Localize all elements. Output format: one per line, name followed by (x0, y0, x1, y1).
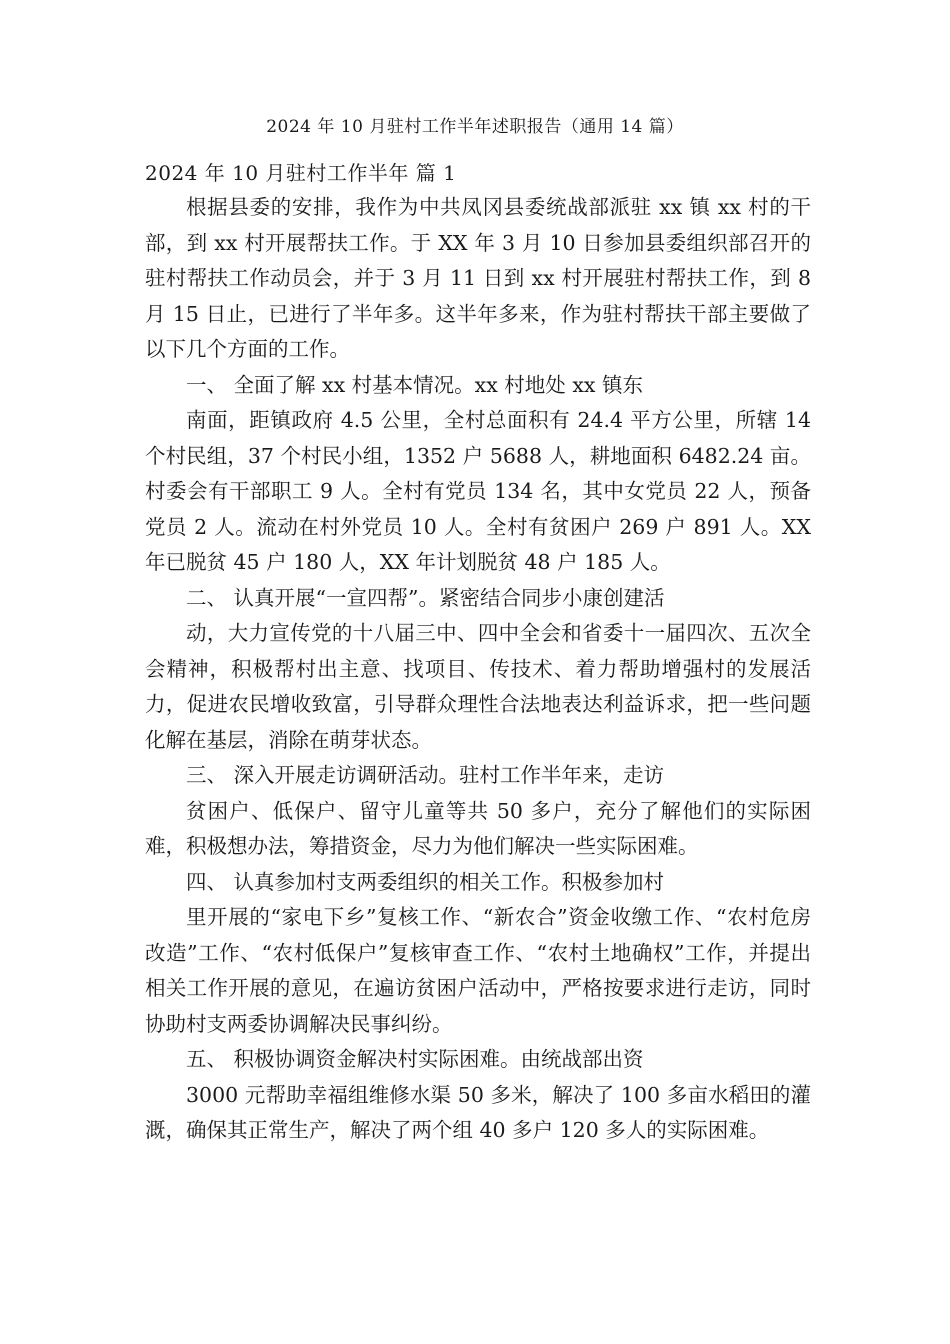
paragraph: 里开展的“家电下乡”复核工作、“新农合”资金收缴工作、“农村危房改造”工作、“农村低保户”复核审查工作、“农村土地确权”工作，并提出相关工作开展的意见，在遍访贫困户活动中，严格按要求进行走访，同时协助村支两委协调解决民事纠纷。 (145, 905, 811, 1036)
document-body (145, 190, 811, 1149)
paragraph: 二、 认真开展“一宣四帮”。紧密结合同步小康创建活 (186, 585, 665, 610)
document-title: 2024 年 10 月驻村工作半年述职报告（通用 14 篇） (266, 117, 684, 137)
paragraph: 动，大力宣传党的十八届三中、四中全会和省委十一届四次、五次全会精神，积极帮村出主意、找项目、传技术、着力帮助增强村的发展活力，促进农民增收致富，引导群众理性合法地表达利益诉求，把一些问题化解在基层，消除在萌芽状态。 (145, 621, 811, 752)
paragraph: 一、 全面了解 xx 村基本情况。xx 村地处 xx 镇东 (186, 372, 643, 397)
paragraph: 四、 认真参加村支两委组织的相关工作。积极参加村 (186, 869, 665, 894)
paragraph: 贫困户、低保户、留守儿童等共 50 多户，充分了解他们的实际困难，积极想办法，筹措资金，尽力为他们解决一些实际困难。 (145, 798, 811, 858)
paragraph: 南面，距镇政府 4.5 公里，全村总面积有 24.4 平方公里，所辖 14 个村民组，37 个村民小组，1352 户 5688 人，耕地面积 6482.24 亩。村委会有干部职工 9 人。全村有党员 134 名，其中女党员 22 人，预备党员 2 人。流动在村外党员 10 人。全村有贫困户 269 户 891 人。XX 年已脱贫 45 户 180 人，XX 年计划脱贫 48 户 185 人。 (145, 408, 811, 574)
section-heading: 2024 年 10 月驻村工作半年 篇 1 (145, 161, 457, 185)
paragraph: 3000 元帮助幸福组维修水渠 50 多米，解决了 100 多亩水稻田的灌溉，确保其正常生产，解决了两个组 40 多户 120 多人的实际困难。 (145, 1082, 811, 1142)
paragraph: 三、 深入开展走访调研活动。驻村工作半年来，走访 (186, 763, 665, 787)
paragraph: 根据县委的安排，我作为中共凤冈县委统战部派驻 xx 镇 xx 村的干部，到 xx 村开展帮扶工作。于 XX 年 3 月 10 日参加县委组织部召开的驻村帮扶工作动员会，并于 3 月 11 日到 xx 村开展驻村帮扶工作，到 8 月 15 日止，已进行了半年多。这半年多来，作为驻村帮扶干部主要做了以下几个方面的工作。 (145, 195, 811, 361)
paragraph: 五、 积极协调资金解决村实际困难。由统战部出资 (186, 1047, 644, 1071)
